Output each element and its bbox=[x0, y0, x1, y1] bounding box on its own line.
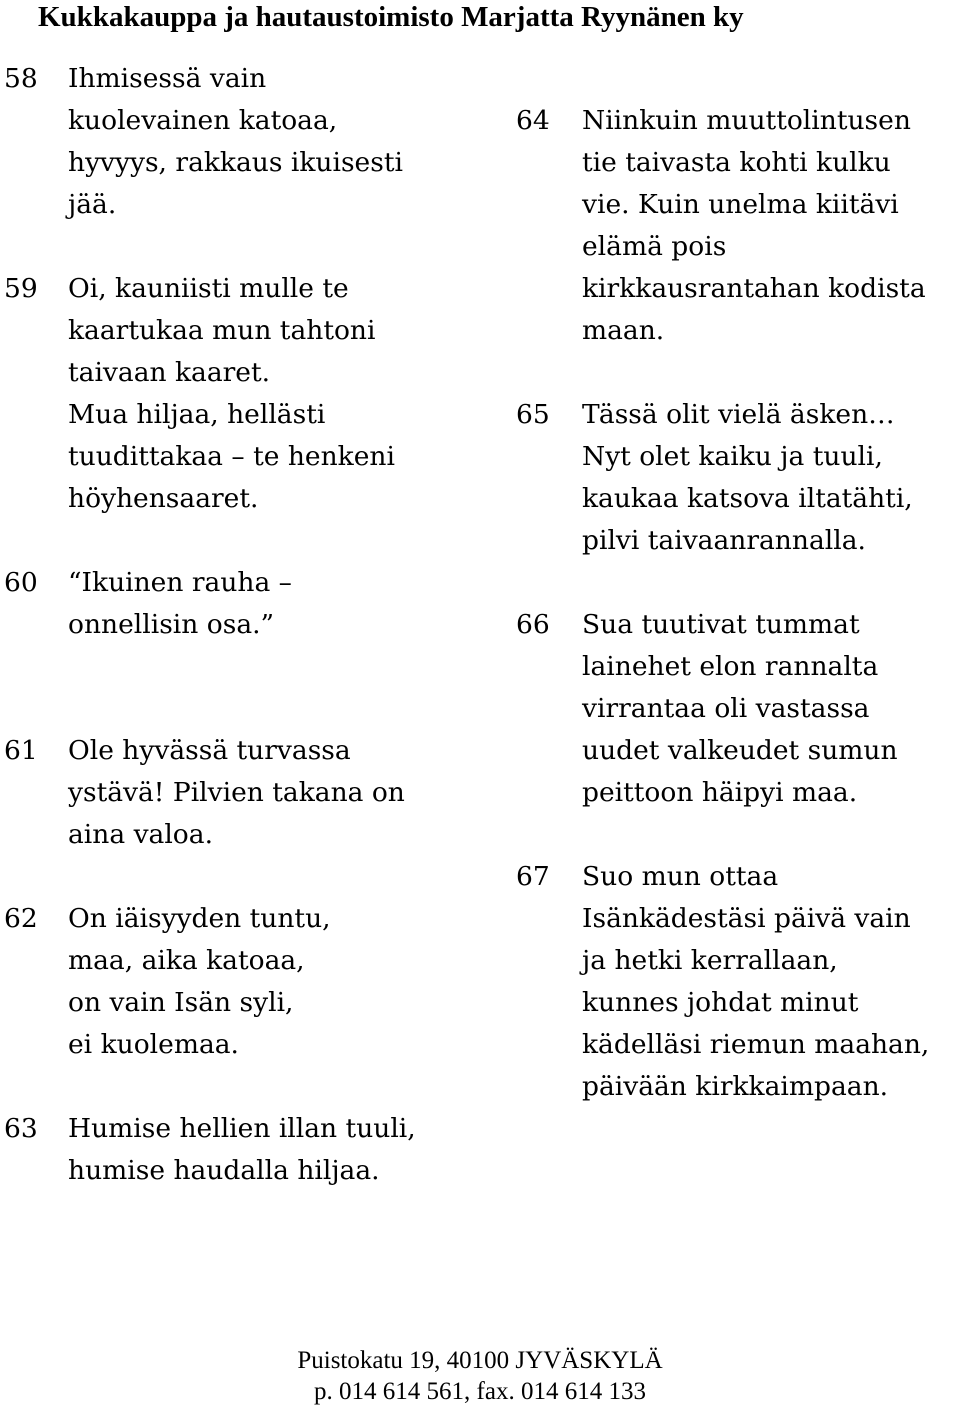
verse-line: pilvi taivaanrannalla. bbox=[582, 525, 866, 556]
verse-line: Nyt olet kaiku ja tuuli, bbox=[582, 441, 883, 472]
verse-line: jää. bbox=[68, 189, 117, 220]
verse-line: on vain Isän syli, bbox=[68, 987, 294, 1018]
verse-line: Isänkädestäsi päivä vain bbox=[582, 903, 911, 934]
verse-number: 62 bbox=[4, 903, 38, 934]
verse-line: aina valoa. bbox=[68, 819, 213, 850]
verse-number: 64 bbox=[516, 105, 550, 136]
verse-line: elämä pois bbox=[582, 231, 727, 262]
verse-number: 65 bbox=[516, 399, 550, 430]
verse-line: kuolevainen katoaa, bbox=[68, 105, 338, 136]
verse-line: maa, aika katoaa, bbox=[68, 945, 305, 976]
verse-number: 63 bbox=[4, 1113, 38, 1144]
verse-line: kunnes johdat minut bbox=[582, 987, 859, 1018]
verse-text bbox=[68, 898, 331, 1066]
verse-line: Ole hyvässä turvassa bbox=[68, 735, 351, 766]
verse-line: Ihmisessä vain bbox=[68, 63, 267, 94]
verse-number: 61 bbox=[4, 735, 38, 766]
verse-number: 66 bbox=[516, 609, 550, 640]
verse-text bbox=[68, 562, 292, 646]
verse-line: tuudittakaa – te henkeni bbox=[68, 441, 395, 472]
verse-line: humise haudalla hiljaa. bbox=[68, 1155, 380, 1186]
verse-text bbox=[582, 394, 913, 562]
verse-line: peittoon häipyi maa. bbox=[582, 777, 858, 808]
verse-line: ystävä! Pilvien takana on bbox=[68, 777, 405, 808]
verse-line: ei kuolemaa. bbox=[68, 1029, 239, 1060]
verse-line: taivaan kaaret. bbox=[68, 357, 271, 388]
verse-line: Sua tuutivat tummat bbox=[582, 609, 860, 640]
verse-number: 60 bbox=[4, 567, 38, 598]
verse-line: lainehet elon rannalta bbox=[582, 651, 879, 682]
verse-text bbox=[68, 58, 403, 226]
verse-text bbox=[68, 1108, 416, 1192]
verse-number: 67 bbox=[516, 861, 550, 892]
verse-line: Humise hellien illan tuuli, bbox=[68, 1113, 416, 1144]
verse-line: ja hetki kerrallaan, bbox=[582, 945, 838, 976]
verse-number: 58 bbox=[4, 63, 38, 94]
footer-contact: p. 014 614 561, fax. 014 614 133 bbox=[314, 1378, 646, 1405]
verse-line: kaukaa katsova iltatähti, bbox=[582, 483, 913, 514]
footer-address: Puistokatu 19, 40100 JYVÄSKYLÄ bbox=[297, 1347, 663, 1374]
verse-text bbox=[68, 268, 395, 520]
verse-line: Niinkuin muuttolintusen bbox=[582, 105, 911, 136]
verse-line: päivään kirkkaimpaan. bbox=[582, 1071, 889, 1102]
verse-number: 59 bbox=[4, 273, 38, 304]
verse-line: onnellisin osa.” bbox=[68, 609, 275, 640]
verse-line: Mua hiljaa, hellästi bbox=[68, 399, 326, 430]
verse-line: Suo mun ottaa bbox=[582, 861, 779, 892]
verse-text bbox=[582, 100, 926, 352]
page-title: Kukkakauppa ja hautaustoimisto Marjatta Ryynänen ky bbox=[38, 1, 744, 33]
verse-line: “Ikuinen rauha – bbox=[68, 567, 292, 598]
verse-line: Tässä olit vielä äsken… bbox=[582, 399, 895, 430]
verse-line: kaartukaa mun tahtoni bbox=[68, 315, 376, 346]
verse-line: hyvyys, rakkaus ikuisesti bbox=[68, 147, 403, 178]
verse-line: vie. Kuin unelma kiitävi bbox=[582, 189, 899, 220]
verse-line: höyhensaaret. bbox=[68, 483, 259, 514]
verse-line: kirkkausrantahan kodista bbox=[582, 273, 926, 304]
verse-line: virrantaa oli vastassa bbox=[582, 693, 870, 724]
verse-line: uudet valkeudet sumun bbox=[582, 735, 898, 766]
verse-text bbox=[582, 604, 898, 814]
verse-line: kädelläsi riemun maahan, bbox=[582, 1029, 930, 1060]
verse-line: maan. bbox=[582, 315, 665, 346]
verse-line: tie taivasta kohti kulku bbox=[582, 147, 891, 178]
verse-line: On iäisyyden tuntu, bbox=[68, 903, 331, 934]
verse-line: Oi, kauniisti mulle te bbox=[68, 273, 349, 304]
verse-text bbox=[582, 856, 929, 1108]
verse-text bbox=[68, 730, 405, 856]
